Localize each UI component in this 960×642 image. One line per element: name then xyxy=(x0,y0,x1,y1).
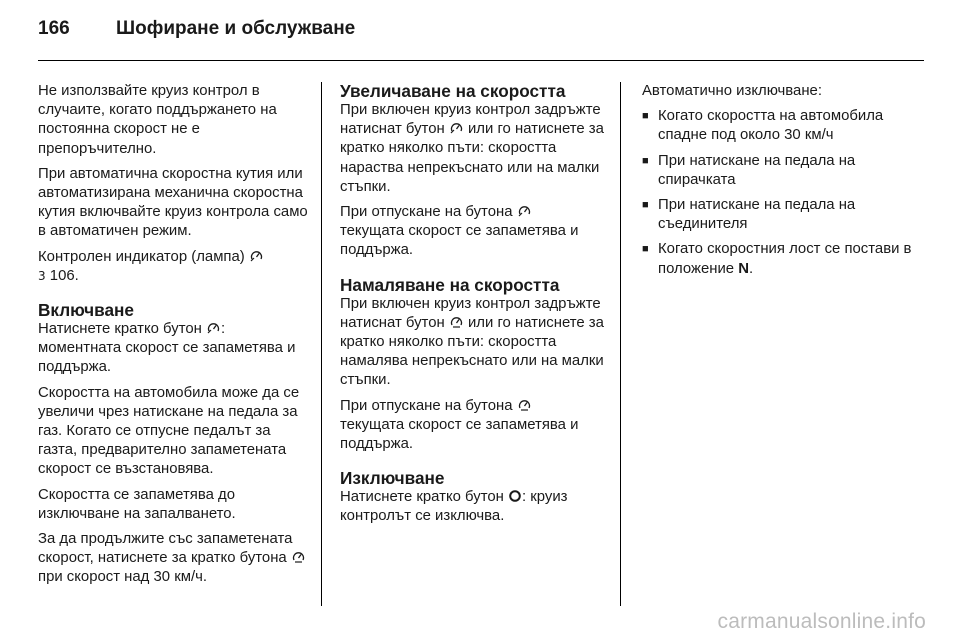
heading-off: Изключване xyxy=(340,468,445,489)
cancel-circle-icon xyxy=(509,490,521,502)
paragraph xyxy=(340,101,612,197)
text: текущата скорост се запаметява и поддържа. xyxy=(340,416,579,453)
text: моментната скорост се запаметява и поддържа. xyxy=(38,340,296,376)
cruise-control-icon xyxy=(450,122,463,134)
heading-decrease: Намаляване на скоростта xyxy=(340,274,560,295)
text: при скорост над 30 км/ч. xyxy=(38,569,207,586)
text: При включен круиз контрол задръжте натиснат бутон xyxy=(340,295,601,331)
bullet: ■ xyxy=(642,199,649,212)
list-item-text: Когато скоростта на автомобила спадне под около 30 км/ч xyxy=(658,108,884,144)
text: : круиз контролът се изключва. xyxy=(340,489,568,525)
paragraph: Не използвайте круиз контрол в случаите, когато поддържането на постоянна скорост не е препоръчително. xyxy=(38,83,277,157)
text: Натиснете кратко бутон xyxy=(38,321,202,338)
paragraph: При автоматична скоростна кутия или автоматизирана механична скоростна кутия включвайте круиз контрола само в автоматичен режим. xyxy=(38,165,308,240)
list-item-text: При натискане на педала на спирачката xyxy=(658,152,856,188)
text: . xyxy=(748,260,754,277)
list-item xyxy=(642,240,927,278)
paragraph xyxy=(38,248,308,286)
text: При включен круиз контрол задръжте натиснат бутон xyxy=(340,102,601,138)
paragraph: Скоростта на автомобила може да се увеличи чрез натискане на педала за газ. Когато се отпусне педалът за газта, предварително запаметената скорост се възстановява. xyxy=(38,384,300,478)
text: или го натиснете за кратко няколко пъти: скоростта нараства непрекъснато или на малки стъпки. xyxy=(340,121,604,195)
column-divider-2 xyxy=(620,82,621,606)
page-ref-arrow: 3 xyxy=(38,268,46,283)
list-item xyxy=(642,107,927,145)
text: За да продължите със запаметената скорост, натиснете за кратко бутона xyxy=(38,531,293,567)
paragraph xyxy=(38,530,308,588)
column-1 xyxy=(38,82,308,594)
indicator-text: Контролен индикатор (лампа) xyxy=(38,248,245,265)
auto-off-list xyxy=(642,107,927,279)
paragraph xyxy=(340,203,612,261)
text: : xyxy=(221,321,226,338)
list-item-text: При натискане на педала на съединителя xyxy=(658,197,856,233)
heading-increase: Увеличаване на скоростта xyxy=(340,81,566,101)
list-item xyxy=(642,196,927,234)
auto-off-intro: Автоматично изключване: xyxy=(642,83,822,99)
heading-on: Включване xyxy=(38,300,134,321)
page-number: 166 xyxy=(38,18,70,39)
paragraph: Скоростта се запаметява до изключване на запалването. xyxy=(38,486,236,522)
list-item xyxy=(642,152,927,190)
paragraph xyxy=(340,295,612,391)
page-ref[interactable]: 106. xyxy=(49,267,79,284)
paragraph xyxy=(340,397,612,455)
resume-minus-icon xyxy=(292,551,305,563)
gear-position: N xyxy=(738,260,749,277)
list-item-text: Когато скоростния лост се постави в положение xyxy=(658,241,912,277)
resume-minus-icon xyxy=(450,316,463,328)
column-2 xyxy=(340,82,612,533)
paragraph xyxy=(340,488,612,526)
page-header xyxy=(38,18,355,40)
bullet: ■ xyxy=(642,154,649,167)
cruise-control-icon xyxy=(518,205,531,217)
cruise-control-icon xyxy=(207,322,220,334)
watermark: carmanualsonline.info xyxy=(717,610,926,633)
resume-minus-icon xyxy=(518,399,531,411)
column-divider-1 xyxy=(321,82,322,606)
cruise-control-icon xyxy=(250,250,263,262)
bullet: ■ xyxy=(642,243,649,256)
text: При отпускане на бутона xyxy=(340,204,513,221)
text: или го натиснете за кратко няколко пъти: скоростта намалява непрекъснато или на малки стъпки. xyxy=(340,314,604,389)
text: текущата скорост се запаметява и поддържа. xyxy=(340,223,579,259)
text: Натиснете кратко бутон xyxy=(340,489,504,506)
page-title: Шофиране и обслужване xyxy=(116,18,356,39)
column-3 xyxy=(642,82,927,285)
header-rule xyxy=(38,60,924,61)
text: При отпускане на бутона xyxy=(340,397,513,414)
bullet: ■ xyxy=(642,110,649,123)
paragraph xyxy=(38,320,308,378)
